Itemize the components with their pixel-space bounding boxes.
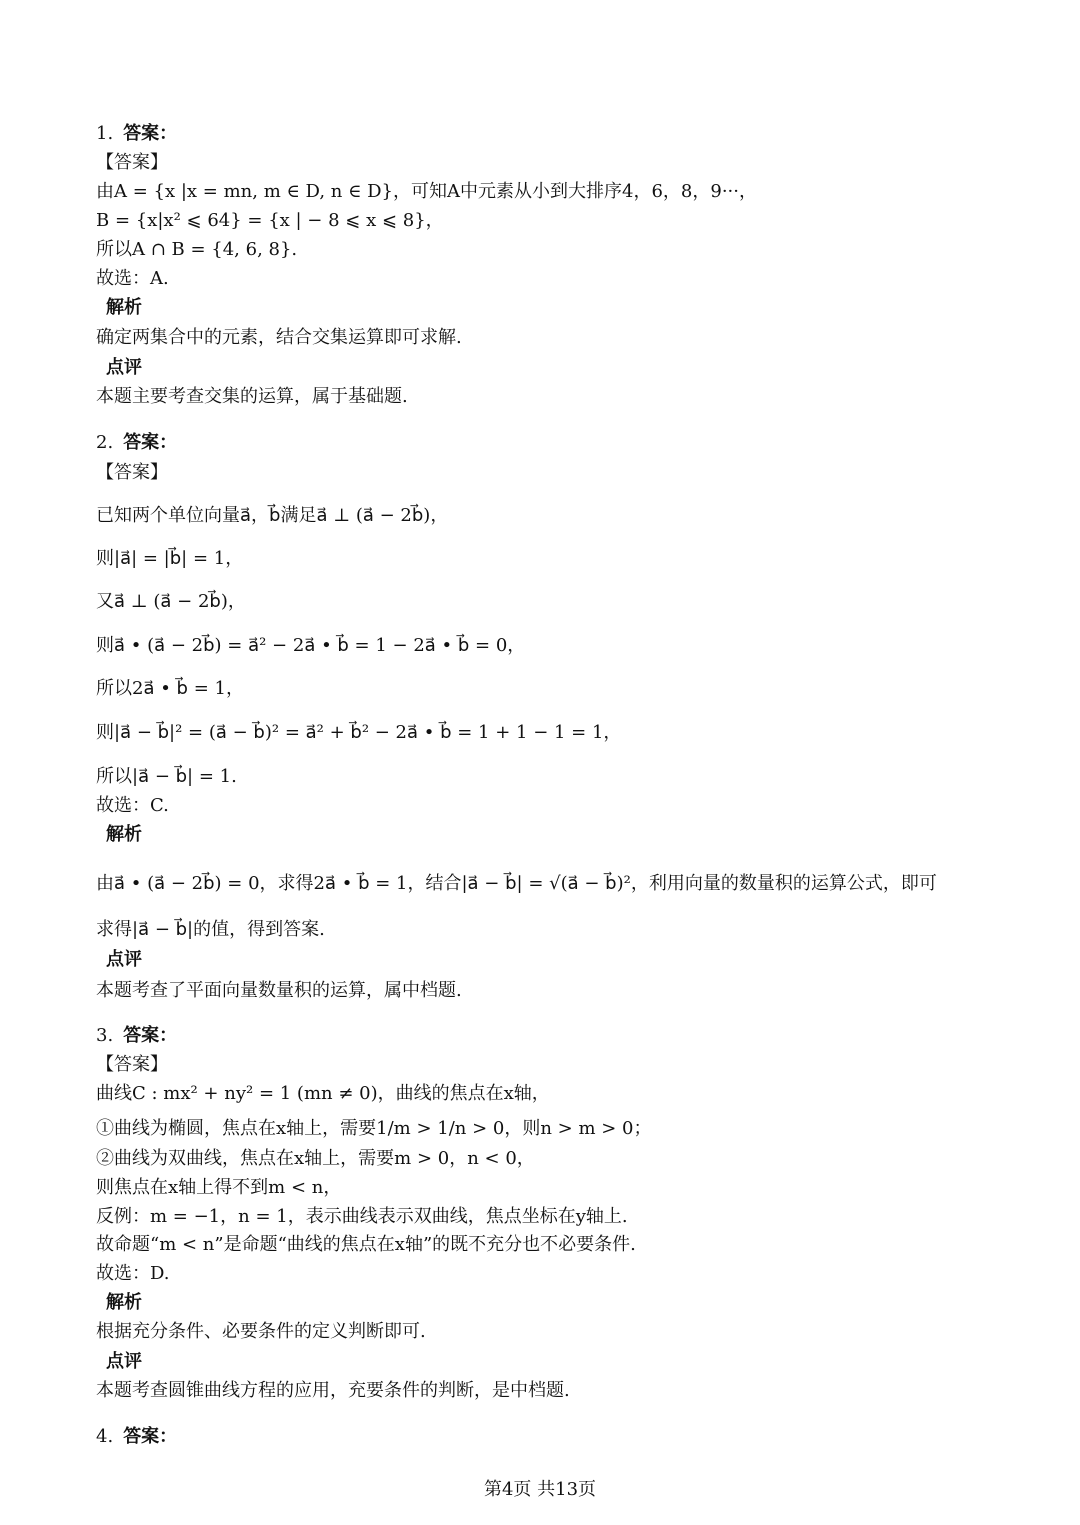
answer-line: 反例：m = −1，n = 1，表示曲线表示双曲线，焦点坐标在y轴上. (96, 1206, 628, 1227)
answer-line: ②曲线为双曲线，焦点在x轴上，需要m > 0，n < 0， (96, 1148, 535, 1169)
question-label: 答案： (123, 1025, 178, 1046)
answer-line: 由A = {x |x = mn, m ∈ D, n ∈ D}，可知A中元素从小到大排序4，6，8，9···， (96, 181, 757, 202)
analysis-title: 解析 (106, 297, 142, 318)
question-label: 答案： (123, 123, 178, 144)
analysis-title: 解析 (106, 824, 142, 845)
question-number: 1. (96, 123, 114, 144)
answer-line: 所以A ∩ B = {4, 6, 8}. (96, 239, 298, 260)
answer-line: 又a⃗ ⊥ (a⃗ − 2b⃗)， (96, 591, 246, 612)
analysis-line: 求得|a⃗ − b⃗|的值，得到答案. (96, 919, 325, 940)
answer-line: 曲线C : mx² + ny² = 1 (mn ≠ 0)，曲线的焦点在x轴， (96, 1083, 550, 1104)
analysis-line: 根据充分条件、必要条件的定义判断即可. (96, 1321, 426, 1342)
page-footer: 第4页 共13页 (483, 1479, 597, 1500)
question-number: 4. (96, 1426, 114, 1447)
answer-tag: 【答案】 (96, 152, 168, 173)
answer-line: ①曲线为椭圆，焦点在x轴上，需要1/m > 1/n > 0，则n > m > 0； (96, 1118, 652, 1139)
comment-line: 本题主要考查交集的运算，属于基础题. (96, 386, 408, 407)
answer-line: 故命题“m < n”是命题“曲线的焦点在x轴”的既不充分也不必要条件. (96, 1234, 636, 1255)
question-label: 答案： (123, 1426, 178, 1447)
question-4-header (96, 1425, 177, 1449)
analysis-title: 解析 (106, 1292, 142, 1313)
answer-line: 故选：A. (96, 268, 169, 289)
answer-tag: 【答案】 (96, 462, 168, 483)
question-label: 答案： (123, 432, 178, 453)
answer-line: 所以|a⃗ − b⃗| = 1. (96, 766, 237, 787)
analysis-line: 确定两集合中的元素，结合交集运算即可求解. (96, 327, 462, 348)
answer-line: 则|a⃗ − b⃗|² = (a⃗ − b⃗)² = a⃗² + b⃗² − 2a⃗ • b⃗ = 1 + 1 − 1 = 1， (96, 722, 622, 743)
answer-line: 故选：D. (96, 1263, 170, 1284)
question-2-header (96, 431, 177, 455)
question-3-header (96, 1024, 177, 1048)
analysis-line: 由a⃗ • (a⃗ − 2b⃗) = 0，求得2a⃗ • b⃗ = 1，结合|a⃗ − b⃗| = √(a⃗ − b⃗)²，利用向量的数量积的运算公式，即可 (96, 873, 937, 894)
comment-title: 点评 (106, 357, 142, 378)
answer-line: 则焦点在x轴上得不到m < n， (96, 1177, 342, 1198)
comment-line: 本题考查圆锥曲线方程的应用，充要条件的判断，是中档题. (96, 1380, 570, 1401)
question-number: 2. (96, 432, 114, 453)
answer-line: 已知两个单位向量a⃗，b⃗满足a⃗ ⊥ (a⃗ − 2b⃗)， (96, 505, 449, 526)
answer-line: 则|a⃗| = |b⃗| = 1， (96, 548, 244, 569)
question-number: 3. (96, 1025, 114, 1046)
question-1-header (96, 122, 177, 146)
answer-line: B = {x|x² ⩽ 64} = {x | − 8 ⩽ x ⩽ 8}， (96, 210, 444, 231)
answer-line: 故选：C. (96, 795, 169, 816)
answer-tag: 【答案】 (96, 1054, 168, 1075)
comment-line: 本题考查了平面向量数量积的运算，属中档题. (96, 980, 462, 1001)
answer-line: 所以2a⃗ • b⃗ = 1， (96, 678, 244, 699)
comment-title: 点评 (106, 1351, 142, 1372)
answer-line: 则a⃗ • (a⃗ − 2b⃗) = a⃗² − 2a⃗ • b⃗ = 1 − 2a⃗ • b⃗ = 0， (96, 635, 526, 656)
comment-title: 点评 (106, 949, 142, 970)
